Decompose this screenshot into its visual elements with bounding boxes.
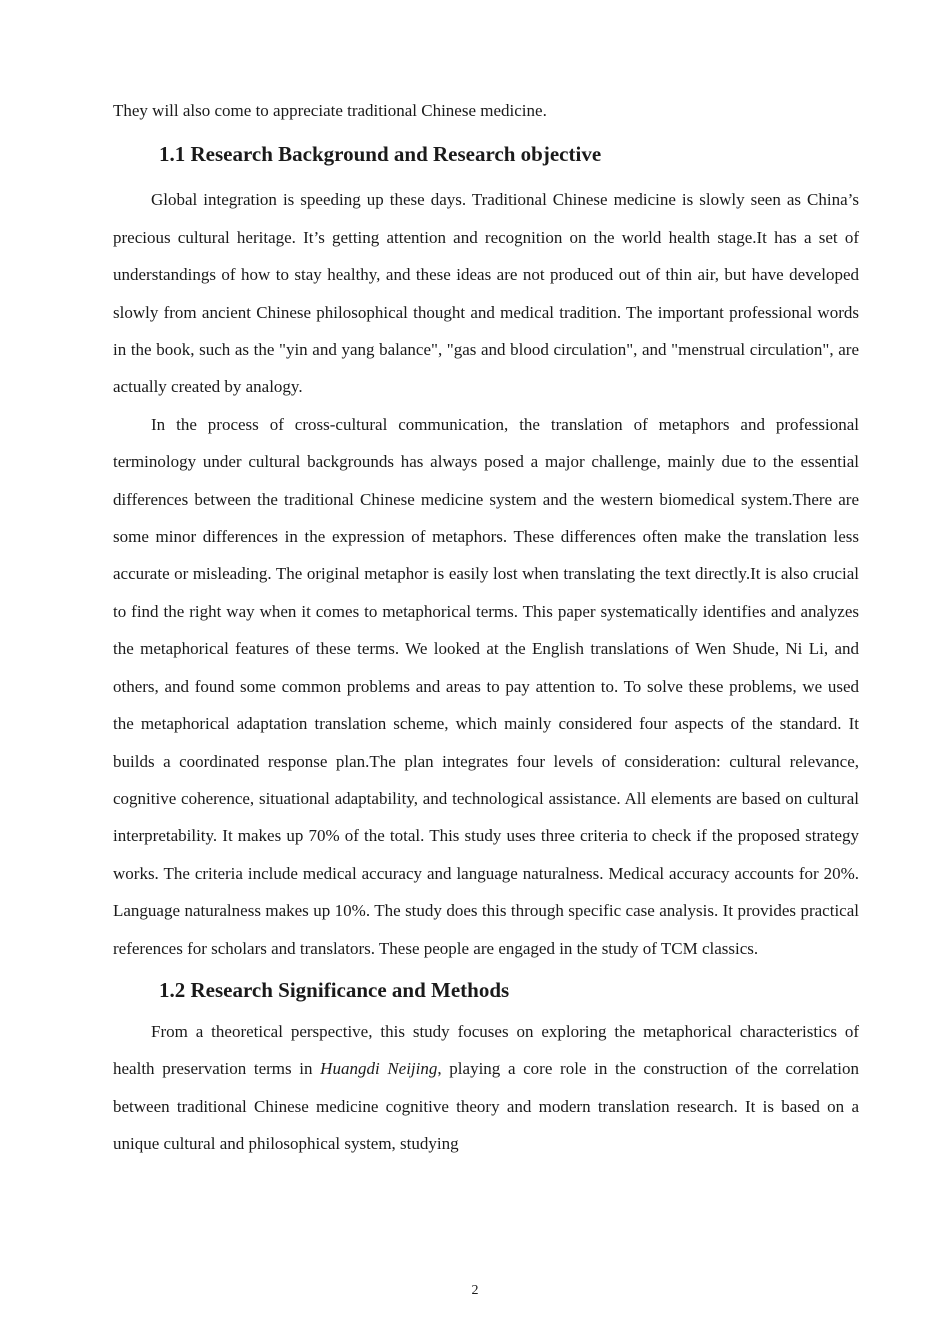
continued-text: They will also come to appreciate traditional Chinese medicine. — [113, 101, 547, 120]
section-heading-1-1: 1.1 Research Background and Research objective — [159, 142, 602, 167]
paragraph: In the process of cross-cultural communication, the translation of metaphors and professional terminology under cultural backgrounds has always posed a major challenge, mainly due to the essential differences between the traditional Chinese medicine system and the western biomedical system.There are some minor differences in the expression of metaphors. These differences often make the translation less accurate or misleading. The original metaphor is easily lost when translating the text directly.It is also crucial to find the right way when it comes to metaphorical terms. This paper systematically identifies and analyzes the metaphorical features of these terms. We looked at the English translations of Wen Shude, Ni Li, and others, and found some common problems and areas to pay attention to. To solve these problems, we used the metaphorical adaptation translation scheme, which mainly considered four aspects of the standard. It builds a coordinated response plan.The plan integrates four levels of consideration: cultural relevance, cognitive coherence, situational adaptability, and technological assistance. All elements are based on cultural interpretability. It makes up 70% of the total. This study uses three criteria to check if the proposed strategy works. The criteria include medical accuracy and language naturalness. Medical accuracy accounts for 20%. Language naturalness makes up 10%. The study does this through specific case analysis. It provides practical references for scholars and translators. These people are engaged in the study of TCM classics. — [113, 414, 859, 958]
paragraph — [113, 1013, 859, 1163]
paragraph-text: , playing a core role in the construction of the correlation between traditional Chinese medicine cognitive theory and modern translation research. It is based on a unique cultural and philosophical system, studying — [113, 1059, 859, 1154]
document-page — [113, 92, 859, 1163]
book-title: Huangdi Neijing — [320, 1059, 438, 1079]
page-number: 2 — [471, 1283, 479, 1298]
paragraph: Global integration is speeding up these days. Traditional Chinese medicine is slowly seen as China’s precious cultural heritage. It’s getting attention and recognition on the world health stage.It has a set of understandings of how to stay healthy, and these ideas are not produced out of thin air, but have developed slowly from ancient Chinese philosophical thought and medical tradition. The important professional words in the book, such as the "yin and yang balance", "gas and blood circulation", and "menstrual circulation", are actually created by analogy. — [113, 190, 859, 397]
paragraph-text: From a theoretical perspective, this study focuses on exploring the metaphorical characteristics of health preservation terms in — [113, 1021, 859, 1079]
section-heading-1-2: 1.2 Research Significance and Methods — [159, 977, 510, 1002]
